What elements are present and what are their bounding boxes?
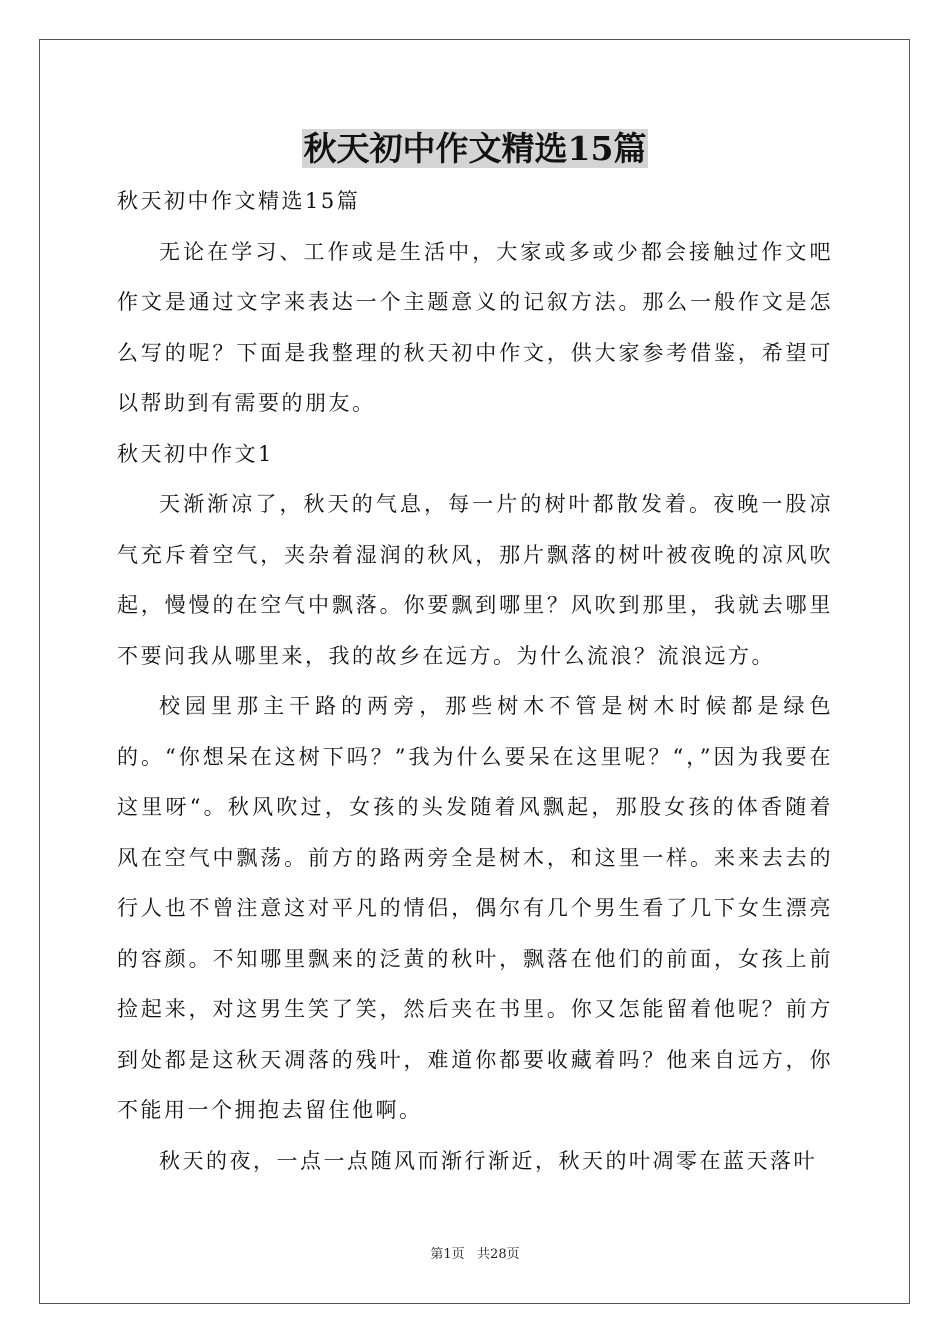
paragraph-subtitle: 秋天初中作文精选15篇 bbox=[117, 189, 361, 213]
document-title bbox=[0, 126, 950, 172]
page-footer: 第1页 共28页 bbox=[430, 1247, 520, 1262]
paragraph-body: 校园里那主干路的两旁，那些树木不管是树木时候都是绿色的。“你想呆在这树下吗？”我为什么要呆在这里呢？“，”因为我要在这里呀“。秋风吹过，女孩的头发随着风飘起，那股女孩的体香随着风在空气中飘荡。前方的路两旁全是树木，和这里一样。来来去去的行人也不曾注意这对平凡的情侣，偶尔有几个男生看了几下女生漂亮的容颜。不知哪里飘来的泛黄的秋叶，飘落在他们的前面，女孩上前捡起来，对这男生笑了笑，然后夹在书里。你又怎能留着他呢？前方到处都是这秋天凋落的残叶，难道你都要收藏着吗？他来自远方，你不能用一个拥抱去留住他啊。 bbox=[117, 694, 833, 1122]
document-body bbox=[117, 176, 833, 1186]
paragraph-body: 天渐渐凉了，秋天的气息，每一片的树叶都散发着。夜晚一股凉气充斥着空气，夹杂着湿润的秋风，那片飘落的树叶被夜晚的凉风吹起，慢慢的在空气中飘落。你要飘到哪里？风吹到那里，我就去哪里不要问我从哪里来，我的故乡在远方。为什么流浪？流浪远方。 bbox=[117, 492, 833, 668]
document-title-text: 秋天初中作文精选15篇 bbox=[303, 129, 647, 168]
section-heading: 秋天初中作文1 bbox=[117, 441, 274, 466]
paragraph-body: 秋天的夜，一点一点随风而渐行渐近，秋天的叶凋零在蓝天落叶 bbox=[159, 1148, 817, 1173]
paragraph-intro: 无论在学习、工作或是生活中，大家或多或少都会接触过作文吧作文是通过文字来表达一个主题意义的记叙方法。那么一般作文是怎么写的呢？下面是我整理的秋天初中作文，供大家参考借鉴，希望可以帮助到有需要的朋友。 bbox=[117, 239, 833, 415]
